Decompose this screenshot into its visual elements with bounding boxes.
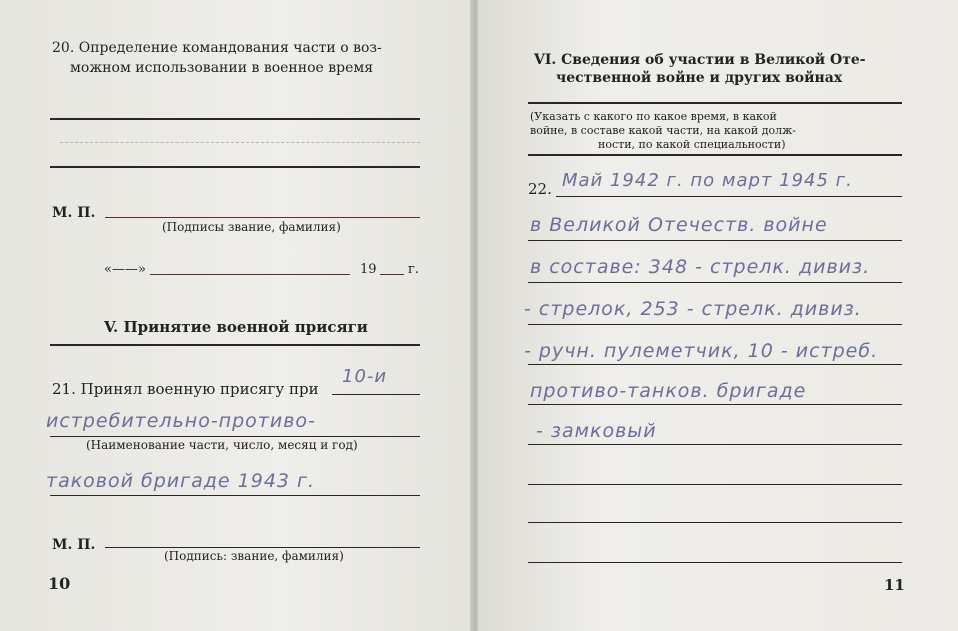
handwriting-line: в Великой Отечеств. войне xyxy=(530,214,828,236)
section-vi-title-line-2: чественной войне и других войнах xyxy=(556,70,843,86)
section-rule xyxy=(528,102,902,104)
answer-line xyxy=(50,436,420,437)
answer-line xyxy=(528,324,902,325)
instruction-line-1: (Указать с какого по какое время, в какой xyxy=(530,110,777,123)
handwriting-unit-number: 10-и xyxy=(342,366,388,387)
answer-line xyxy=(528,562,902,563)
handwriting-line: - замковый xyxy=(536,420,657,442)
instruction-line-2: войне, в составе какой части, на какой долж- xyxy=(530,124,796,137)
guide-line xyxy=(60,142,420,144)
answer-line xyxy=(528,484,902,485)
handwriting-line: Май 1942 г. по март 1945 г. xyxy=(562,170,853,191)
handwriting-line: истребительно-противо- xyxy=(46,410,316,432)
answer-line xyxy=(50,495,420,496)
handwriting-line: - ручн. пулеметчик, 10 - истреб. xyxy=(524,340,879,362)
handwriting-line: противо-танков. бригаде xyxy=(530,380,807,402)
unit-caption: (Наименование части, число, месяц и год) xyxy=(86,438,358,452)
instruction-line-3: ности, по какой специальности) xyxy=(598,138,786,151)
page-number: 11 xyxy=(884,576,905,594)
left-page xyxy=(0,0,474,631)
page-number: 10 xyxy=(48,574,71,593)
answer-line xyxy=(528,240,902,241)
date-line xyxy=(150,274,350,275)
item-20-line-2: можном использовании в военное время xyxy=(70,60,374,76)
answer-line xyxy=(528,444,902,445)
signature-caption: (Подписы звание, фамилия) xyxy=(162,220,341,234)
answer-line xyxy=(50,118,420,120)
stamp-label: М. П. xyxy=(52,205,96,221)
handwriting-line: таковой бригаде 1943 г. xyxy=(46,470,316,492)
year-suffix: г. xyxy=(408,262,419,277)
answer-line xyxy=(528,364,902,365)
handwriting-line: - стрелок, 253 - стрелк. дивиз. xyxy=(524,298,862,320)
item-21-text: 21. Принял военную присягу при xyxy=(52,380,319,398)
handwriting-line: в составе: 348 - стрелк. дивиз. xyxy=(530,256,871,278)
date-day: «——» xyxy=(104,262,146,277)
answer-line xyxy=(556,196,902,197)
signature-line xyxy=(105,547,420,548)
item-22-label: 22. xyxy=(528,180,552,198)
year-line xyxy=(380,274,404,275)
answer-line xyxy=(50,166,420,168)
right-page xyxy=(478,0,958,631)
answer-line xyxy=(528,522,902,523)
section-vi-title-line-1: VI. Сведения об участии в Великой Оте- xyxy=(534,52,866,68)
stamp-label: М. П. xyxy=(52,537,96,553)
item-20-line-1: 20. Определение командования части о воз- xyxy=(52,40,382,56)
answer-line xyxy=(528,282,902,283)
signature-caption: (Подпись: звание, фамилия) xyxy=(164,549,344,563)
date-year: 19 xyxy=(360,262,377,277)
section-rule xyxy=(528,154,902,156)
signature-line xyxy=(105,217,420,218)
answer-line xyxy=(332,394,420,395)
answer-line xyxy=(528,404,902,405)
section-rule xyxy=(50,344,420,346)
section-v-title: V. Принятие военной присяги xyxy=(104,318,368,336)
